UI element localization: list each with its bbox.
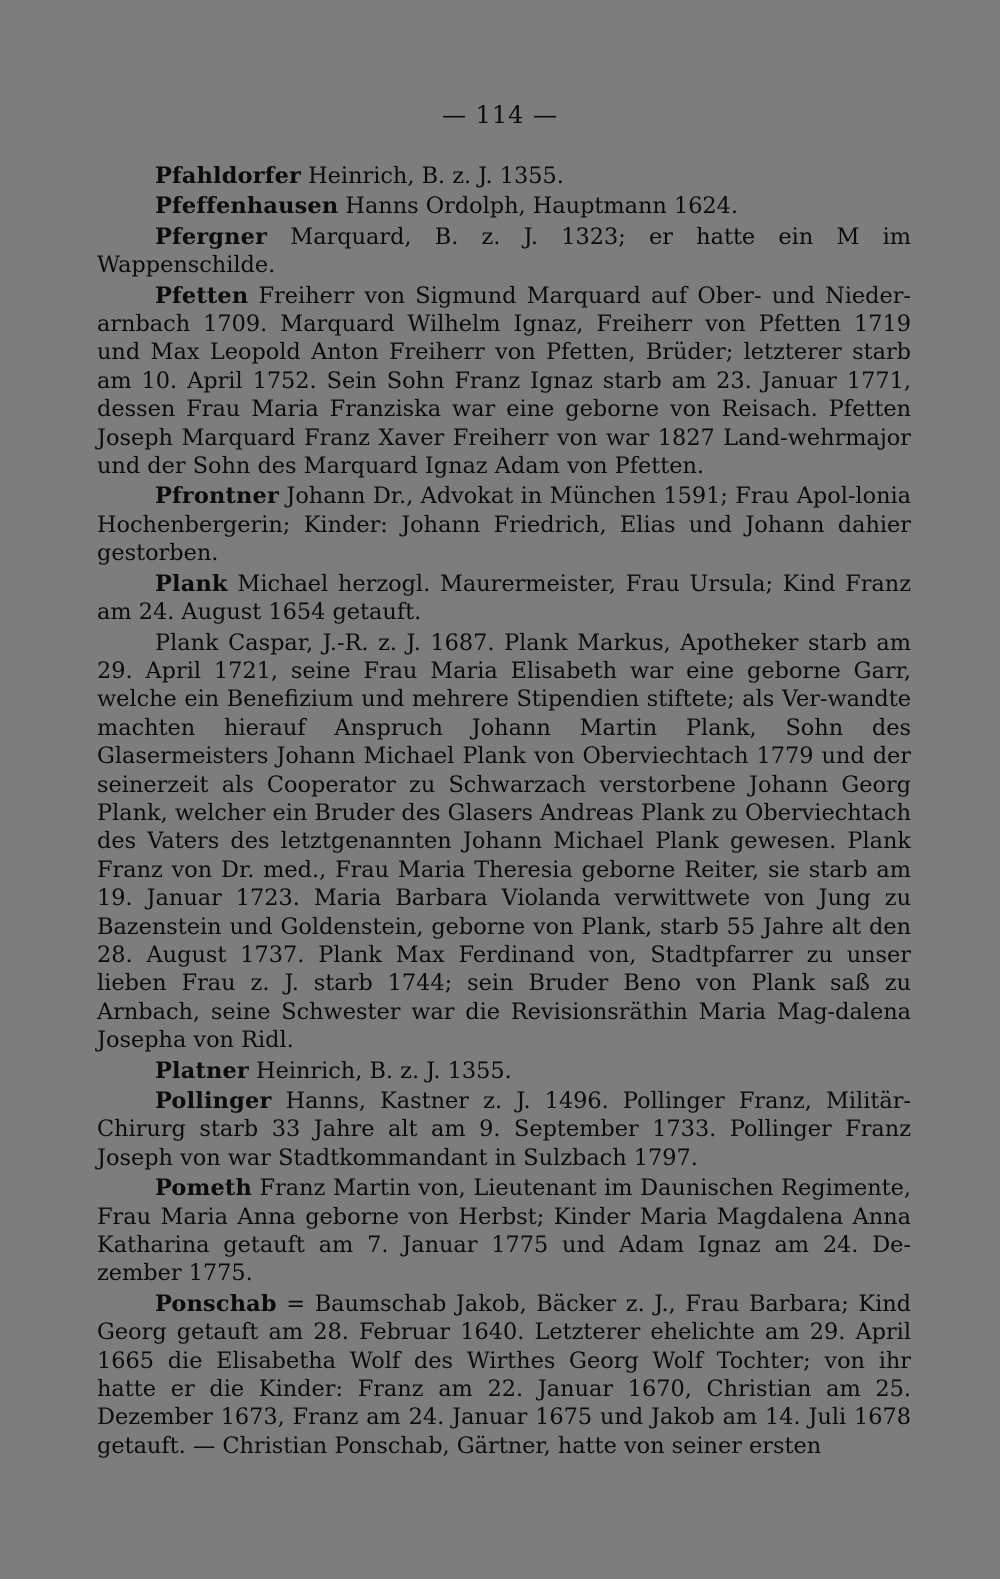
page-number: — 114 — bbox=[441, 101, 559, 129]
entry-heading: Pfahldorfer bbox=[155, 163, 302, 189]
entry-text: = Baumschab Jakob, Bäcker z. J., Frau Barbara; Kind Georg getauft am 28. Februar 1640. Letzterer ehelichte am 29. April 1665 die Elisabetha Wolf des Wirthes Georg Wolf Tochter; von ihr hatte er die Kinder: Franz am 22. Januar 1670, Christian am 25. Dezember 1673, Franz am 24. Januar 1675 und Jakob am 14. Juli 1678 getauft. — Christian Ponschab, Gärtner, hatte von seiner ersten bbox=[97, 1290, 911, 1459]
entry-text: Marquard, B. z. J. 1323; er hatte ein M im Wappenschilde. bbox=[97, 223, 911, 279]
entry-text: Freiherr von Sigmund Marquard auf Ober- und Nieder-arnbach 1709. Marquard Wilhelm Ignaz, Freiherr von Pfetten 1719 und Max Leopold Anton Freiherr von Pfetten, Brüder; letzterer starb am 10. April 1752. Sein Sohn Franz Ignaz starb am 23. Januar 1771, dessen Frau Maria Franziska war eine geborne von Reisach. Pfetten Joseph Marquard Franz Xaver Freiherr von war 1827 Land-wehrmajor und der Sohn des Marquard Ignaz Adam von Pfetten. bbox=[97, 282, 911, 480]
entry-text: Plank Caspar, J.-R. z. J. 1687. Plank Markus, Apotheker starb am 29. April 1721, seine Frau Maria Elisabeth war eine geborne Garr, welche ein Benefizium und mehrere Stipendien stiftete; als Ver-wandte machten hierauf Anspruch Johann Martin Plank, Sohn des Glasermeisters Johann Michael Plank von Oberviechtach 1779 und der seinerzeit als Cooperator zu Schwarzach verstorbene Johann Georg Plank, welcher ein Bruder des Glasers Andreas Plank zu Oberviechtach des Vaters des letztgenannten Johann Michael Plank gewesen. Plank Franz von Dr. med., Frau Maria Theresia geborne Reiter, sie starb am 19. Januar 1723. Maria Barbara Violanda verwittwete von Jung zu Bazenstein und Goldenstein, geborne von Plank, starb 55 Jahre alt den 28. August 1737. Plank Max Ferdinand von, Stadtpfarrer zu unser lieben Frau z. J. starb 1744; sein Bruder Beno von Plank saß zu Arnbach, seine Schwester war die Revisionsräthin Maria Mag-dalena Josepha von Ridl. bbox=[97, 629, 911, 1054]
entry-text: Heinrich, B. z. J. 1355. bbox=[248, 1057, 512, 1084]
entry-text: Michael herzogl. Maurermeister, Frau Ursula; Kind Franz am 24. August 1654 getauft. bbox=[97, 570, 911, 626]
entry-platner bbox=[97, 1057, 911, 1085]
entry-heading: Pfrontner bbox=[155, 483, 279, 510]
entry-text: Hanns, Kastner z. J. 1496. Pollinger Franz, Militär-Chirurg starb 33 Jahre alt am 9. September 1733. Pollinger Franz Joseph von war Stadtkommandant in Sulzbach 1797. bbox=[97, 1088, 911, 1171]
entry-pfetten bbox=[97, 282, 911, 481]
entry-text: Franz Martin von, Lieutenant im Daunischen Regimente, Frau Maria Anna geborne von Herbst; Kinder Maria Magdalena Anna Katharina getauft am 7. Januar 1775 und Adam Ignaz am 24. De-zember 1775. bbox=[97, 1175, 911, 1287]
entry-heading: Plank bbox=[155, 570, 228, 597]
entry-pollinger bbox=[97, 1087, 911, 1172]
entry-heading: Pollinger bbox=[155, 1088, 272, 1114]
entry-heading: Pfergner bbox=[155, 223, 268, 250]
entry-ponschab bbox=[97, 1290, 911, 1460]
entry-heading: Pometh bbox=[155, 1175, 252, 1202]
entry-heading: Ponschab bbox=[155, 1290, 277, 1317]
entry-pfahldorfer bbox=[97, 162, 911, 190]
entry-plank-continued bbox=[97, 629, 911, 1055]
entry-pfeffenhausen bbox=[97, 192, 911, 220]
entry-text: Hanns Ordolph, Hauptmann 1624. bbox=[338, 193, 739, 220]
entry-heading: Pfeffenhausen bbox=[155, 193, 339, 220]
entry-heading: Platner bbox=[155, 1057, 249, 1084]
entry-pfrontner bbox=[97, 482, 911, 567]
entry-pfergner bbox=[97, 223, 911, 280]
entry-plank bbox=[97, 570, 911, 627]
entry-text: Heinrich, B. z. J. 1355. bbox=[301, 163, 564, 189]
text-body bbox=[97, 162, 911, 1462]
entry-pometh bbox=[97, 1174, 911, 1288]
entry-text: Johann Dr., Advokat in München 1591; Frau Apol-lonia Hochenbergerin; Kinder: Johann Friedrich, Elias und Johann dahier gestorben. bbox=[97, 483, 911, 567]
entry-heading: Pfetten bbox=[155, 282, 249, 309]
